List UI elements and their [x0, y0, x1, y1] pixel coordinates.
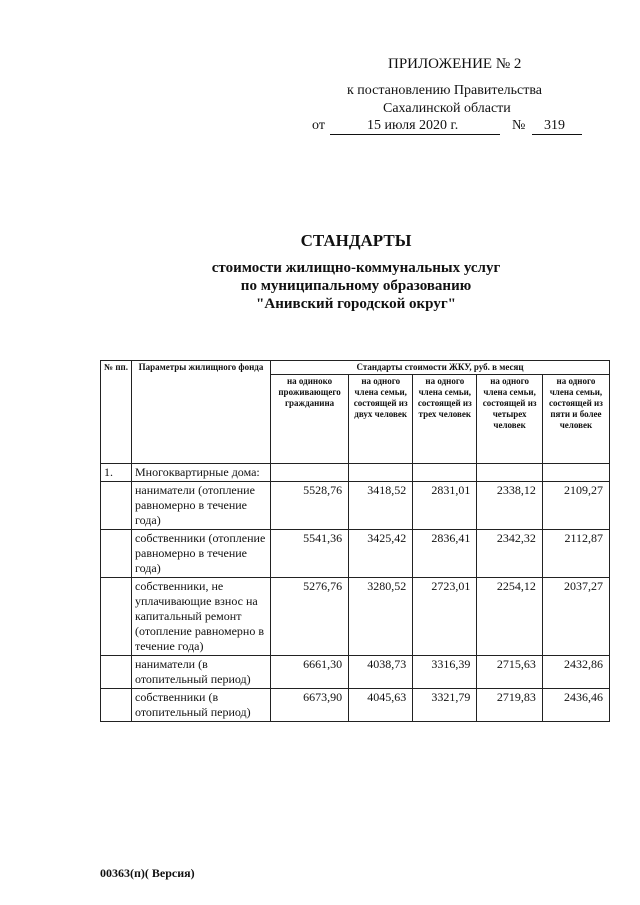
row-value: 2432,86: [542, 656, 609, 689]
table-row: [101, 578, 610, 656]
row-value: 2338,12: [477, 482, 543, 530]
row-value: 5528,76: [271, 482, 349, 530]
subtitle-line-3: "Анивский городской округ": [256, 296, 456, 312]
row-value: 2719,83: [477, 689, 543, 722]
decree-date-row: [312, 118, 592, 138]
version-footer: 00363(п)( Версия): [100, 866, 195, 880]
row-value: 3321,79: [413, 689, 477, 722]
row-value: 3425,42: [349, 530, 413, 578]
decree-date: 15 июля 2020 г.: [367, 118, 459, 133]
header-standards-group: Стандарты стоимости ЖКУ, руб. в месяц: [271, 361, 610, 375]
table-header-row: [101, 361, 610, 375]
header-family-of-2: на одного члена семьи, состоящей из двух человек: [349, 375, 413, 464]
table-row: [101, 656, 610, 689]
subtitle-line-2: по муниципальному образованию: [240, 278, 472, 294]
row-value: 2436,46: [542, 689, 609, 722]
row-value: 3316,39: [413, 656, 477, 689]
header-number: № пп.: [101, 361, 132, 464]
row-label: собственники (отопление равномерно в течение года): [132, 530, 271, 578]
number-underline: [532, 134, 582, 135]
row-value: 3280,52: [349, 578, 413, 656]
table-row: [101, 689, 610, 722]
number-label: №: [512, 118, 526, 133]
row-value: 2109,27: [542, 482, 609, 530]
header-family-of-5-plus: на одного члена семьи, состоящей из пяти и более человек: [542, 375, 609, 464]
region-name: Сахалинской области: [383, 101, 511, 116]
subtitle-line-1: стоимости жилищно-коммунальных услуг: [211, 260, 501, 276]
decree-number: 319: [544, 118, 565, 133]
decree-reference: к постановлению Правительства: [347, 83, 543, 98]
row-value: 6673,90: [271, 689, 349, 722]
row-value: 2254,12: [477, 578, 543, 656]
date-underline: [330, 134, 500, 135]
row-value: 2831,01: [413, 482, 477, 530]
header-family-of-4: на одного члена семьи, состоящей из четырех человек: [477, 375, 543, 464]
row-value: 2342,32: [477, 530, 543, 578]
table-row: [101, 530, 610, 578]
row-label: наниматели (в отопительный период): [132, 656, 271, 689]
header-family-of-3: на одного члена семьи, состоящей из трех человек: [413, 375, 477, 464]
row-value: 4045,63: [349, 689, 413, 722]
row-label: собственники (в отопительный период): [132, 689, 271, 722]
row-value: 2723,01: [413, 578, 477, 656]
from-label: от: [312, 118, 325, 133]
rates-table: [100, 360, 610, 722]
section-number: 1.: [101, 464, 132, 482]
row-value: 2112,87: [542, 530, 609, 578]
row-label: собственники, не уплачивающие взнос на капитальный ремонт (отопление равномерно в течение года): [132, 578, 271, 656]
header-parameters: Параметры жилищного фонда: [132, 361, 271, 464]
row-value: 3418,52: [349, 482, 413, 530]
row-value: 5541,36: [271, 530, 349, 578]
section-label: Многоквартирные дома:: [132, 464, 271, 482]
row-label: наниматели (отопление равномерно в течение года): [132, 482, 271, 530]
row-value: 2836,41: [413, 530, 477, 578]
appendix-title: ПРИЛОЖЕНИЕ № 2: [388, 56, 522, 72]
row-value: 4038,73: [349, 656, 413, 689]
row-value: 6661,30: [271, 656, 349, 689]
table-row-section: [101, 464, 610, 482]
table-row: [101, 482, 610, 530]
header-single-person: на одиноко проживающего гражданина: [271, 375, 349, 464]
document-title: СТАНДАРТЫ: [300, 231, 412, 250]
row-value: 2715,63: [477, 656, 543, 689]
row-value: 2037,27: [542, 578, 609, 656]
row-value: 5276,76: [271, 578, 349, 656]
